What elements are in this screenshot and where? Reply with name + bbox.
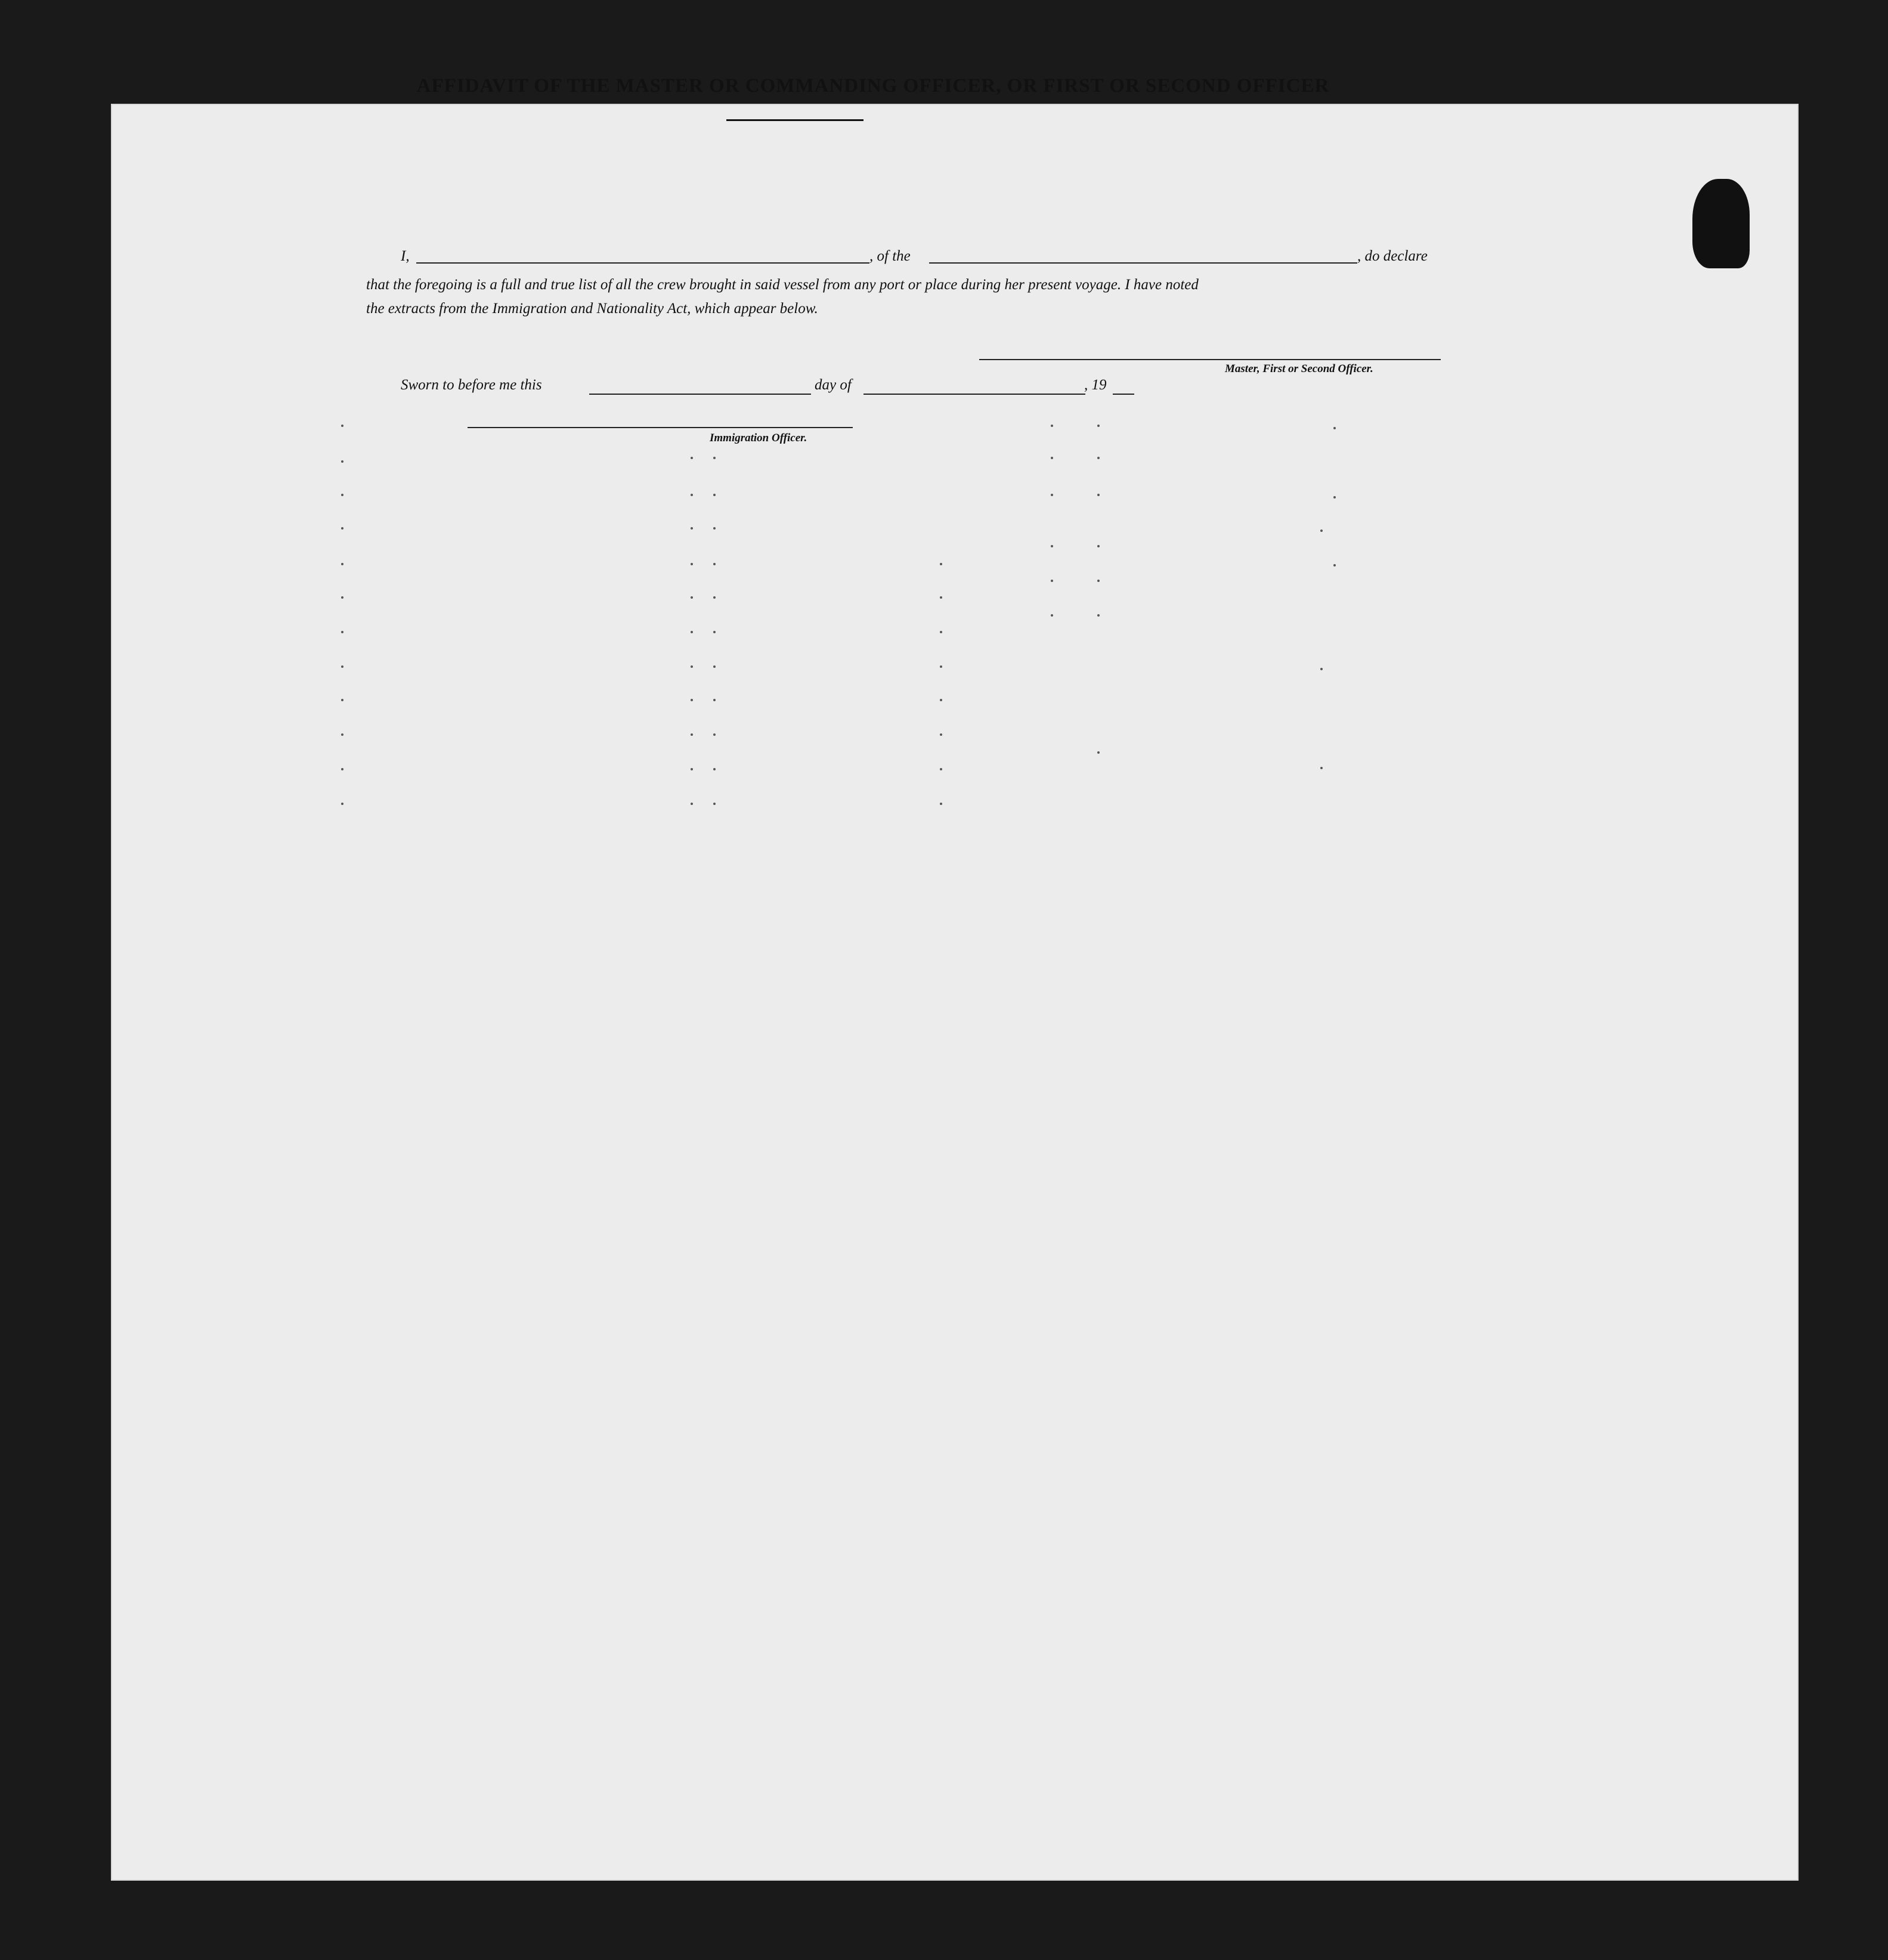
sworn-day-blank-line[interactable] — [589, 394, 811, 395]
master-signature-line[interactable] — [979, 359, 1441, 360]
dot — [713, 563, 716, 565]
declaration-line-2: that the foregoing is a full and true list of all the crew brought in said vessel from any port or place during her present voyage. I have noted — [366, 277, 1199, 293]
dot — [1333, 564, 1336, 566]
dot — [691, 596, 693, 599]
dot — [1097, 580, 1100, 582]
dot — [341, 527, 343, 530]
dot — [713, 631, 716, 633]
declaration-do-declare: , do declare — [1357, 248, 1428, 264]
dot — [713, 457, 716, 459]
sworn-day-of: day of — [815, 377, 852, 393]
document-page — [111, 104, 1799, 1881]
dot — [1097, 457, 1100, 459]
dot — [691, 733, 693, 736]
dot — [1051, 457, 1053, 459]
declaration-prefix: I, — [401, 248, 410, 264]
dot — [713, 665, 716, 668]
dot — [691, 665, 693, 668]
dot — [1320, 767, 1323, 769]
name-blank-line[interactable] — [416, 262, 869, 264]
dot — [713, 733, 716, 736]
dot — [1333, 427, 1336, 429]
dot — [691, 699, 693, 701]
title-underline — [726, 119, 863, 121]
dot — [1051, 545, 1053, 547]
dot — [713, 596, 716, 599]
immigration-officer-signature-line[interactable] — [468, 427, 853, 428]
dot — [940, 699, 942, 701]
dot — [940, 596, 942, 599]
dot — [341, 631, 343, 633]
dot — [713, 803, 716, 805]
dot — [1320, 530, 1323, 532]
dot — [691, 803, 693, 805]
dot — [341, 768, 343, 770]
dot — [341, 563, 343, 565]
dot — [341, 665, 343, 668]
dot — [940, 768, 942, 770]
declaration-line-3: the extracts from the Immigration and Nationality Act, which appear below. — [366, 301, 818, 317]
affidavit-title: AFFIDAVIT OF THE MASTER OR COMMANDING OFFICER, OR FIRST OR SECOND OFFICER — [416, 75, 1330, 97]
dot — [341, 733, 343, 736]
sworn-year-blank-line[interactable] — [1113, 394, 1134, 395]
dot — [713, 527, 716, 530]
dot — [940, 631, 942, 633]
dot — [940, 563, 942, 565]
dot — [1320, 668, 1323, 670]
immigration-officer-caption: Immigration Officer. — [710, 432, 807, 444]
dot — [1051, 425, 1053, 427]
master-signature-caption: Master, First or Second Officer. — [1225, 363, 1373, 375]
dot — [691, 527, 693, 530]
dot — [691, 494, 693, 496]
dot — [940, 665, 942, 668]
dot — [1097, 425, 1100, 427]
dot — [1097, 545, 1100, 547]
dot — [940, 803, 942, 805]
sworn-year-prefix: , 19 — [1084, 377, 1107, 393]
dot — [1097, 614, 1100, 617]
dot — [691, 768, 693, 770]
dot — [1097, 494, 1100, 496]
dot — [713, 699, 716, 701]
dot — [341, 425, 343, 427]
sworn-month-blank-line[interactable] — [863, 394, 1085, 395]
dot — [691, 457, 693, 459]
dot — [691, 631, 693, 633]
dot — [691, 563, 693, 565]
dot — [1051, 494, 1053, 496]
dot — [1333, 496, 1336, 498]
dot — [713, 494, 716, 496]
vessel-blank-line[interactable] — [929, 262, 1357, 264]
sworn-prefix: Sworn to before me this — [401, 377, 542, 393]
dot — [940, 733, 942, 736]
dot — [1097, 751, 1100, 754]
dot — [341, 460, 343, 463]
dot — [1051, 614, 1053, 617]
declaration-of-the: , of the — [869, 248, 911, 264]
dot — [1051, 580, 1053, 582]
dot — [341, 596, 343, 599]
dot — [713, 768, 716, 770]
dot — [341, 803, 343, 805]
ink-blot — [1692, 179, 1750, 268]
dot — [341, 494, 343, 496]
dot — [341, 699, 343, 701]
